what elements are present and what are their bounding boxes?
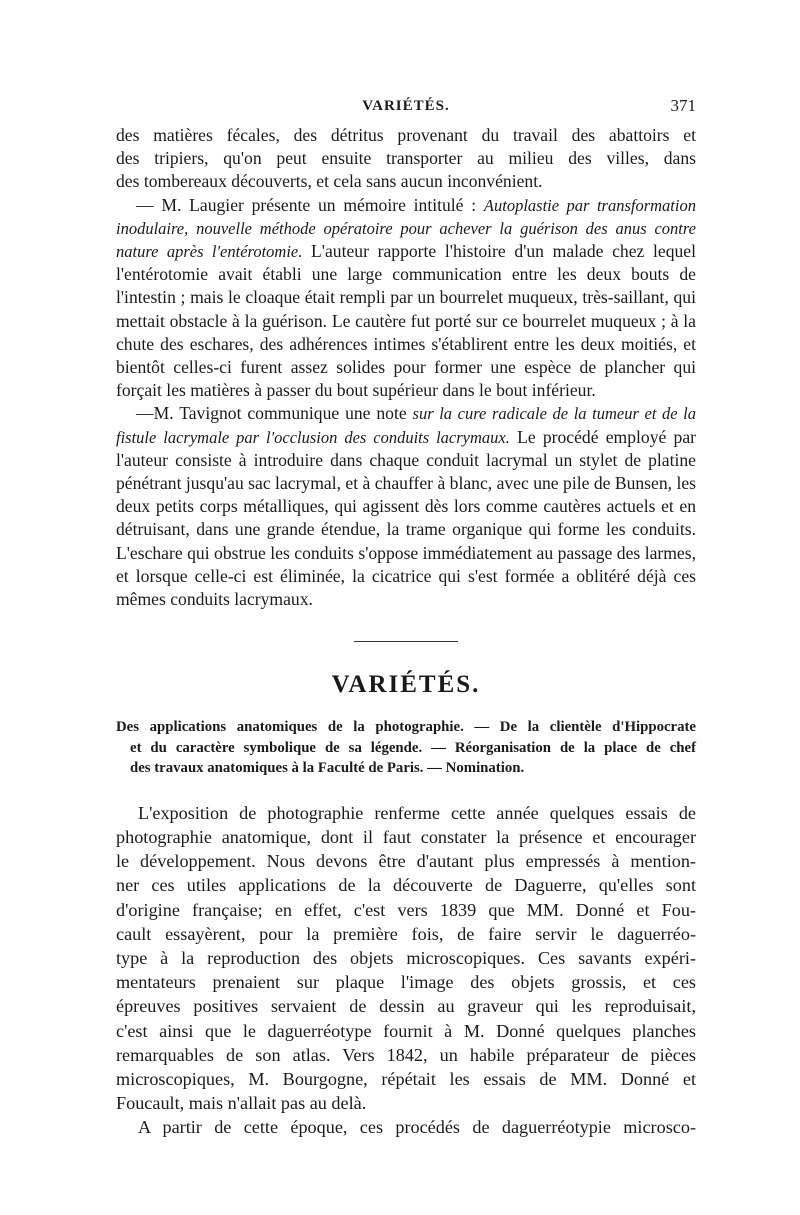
section-heading: VARIÉTÉS. xyxy=(331,671,481,699)
section-divider xyxy=(354,641,458,642)
text-line: mentateurs prenaient sur plaque l'image des objets grossis, et ces xyxy=(116,972,696,993)
text-line: d'origine française; en effet, c'est vers 1839 que MM. Donné et Fou- xyxy=(116,899,696,920)
tavignot-title: sur la cure radicale de la tumeur et de la fistule lacrymale par l'occlusion des conduits lacrymaux. xyxy=(116,404,697,447)
article-body xyxy=(116,801,696,1140)
laugier-body: L'auteur rapporte l'histoire d'un malade chez lequel l'entérotomie avait établi une large communication entre les deux bouts de l'intestin ; mais le cloaque était rempli par un bourrelet muqueux, très-saillant, qui mettait obstacle à la guérison. Le cautère fut porté sur ce bourrelet muqueux ; à la chute des eschares, des adhérences intimes s'établirent entre les deux moitiés, et bientôt celles-ci furent assez solides pour former une espèce de plancher qui forçait les matières à passer du bout supérieur dans le bout inférieur. xyxy=(116,241,696,401)
summary-line: des travaux anatomiques à la Faculté de Paris. — Nomination. xyxy=(130,760,525,777)
document-page xyxy=(116,94,696,1140)
text-line: A partir de cette époque, ces procédés de daguerréotypie microsco- xyxy=(138,1117,696,1138)
running-title: VARIÉTÉS. xyxy=(362,98,450,114)
summary-line: Des applications anatomiques de la photographie. — De la clientèle d'Hippocrate xyxy=(116,719,696,736)
text-line: Foucault, mais n'allait pas au delà. xyxy=(116,1093,367,1114)
laugier-paragraph xyxy=(116,194,696,403)
text-line: microscopiques, M. Bourgogne, répétait les essais de MM. Donné et xyxy=(116,1069,696,1089)
text-line: des tombereaux découverts, et cela sans aucun inconvénient. xyxy=(116,171,543,192)
text-line: cault essayèrent, pour la première fois, de faire servir le daguerréo- xyxy=(116,923,696,944)
page-number: 371 xyxy=(670,96,696,115)
text-line: des tripiers, qu'on peut ensuite transporter au milieu des villes, dans xyxy=(116,148,696,169)
text-line: c'est ainsi que le daguerréotype fournit à M. Donné quelques planches xyxy=(116,1020,696,1041)
text-line: type à la reproduction des objets microscopiques. Ces savants expéri- xyxy=(116,947,696,968)
summary-line: et du caractère symbolique de sa légende. — Réorganisation de la place de chef xyxy=(130,739,696,756)
top-paragraph xyxy=(116,124,696,194)
text-line: photographie anatomique, dont il faut constater la présence et encourager xyxy=(116,826,696,847)
text-line: ner ces utiles applications de la découverte de Daguerre, qu'elles sont xyxy=(116,875,696,896)
laugier-title: Autoplastie par transformation inodulaire, nouvelle méthode opératoire pour achever la guérison des anus contre nature après l'entérotomie. xyxy=(116,195,696,262)
running-head xyxy=(116,94,696,124)
tavignot-body: Le procédé employé par l'auteur consiste à introduire dans chaque conduit lacrymal un stylet de platine pénétrant jusqu'au sac lacrymal, et à chauffer à blanc, avec une pile de Bunsen, les deux petits corps métalliques, qui agissent dès lors comme cautères actuels et en détruisant, dans une grande étendue, la trame organique qui forme les conduits. L'eschare qui obstrue les conduits s'oppose immédiatement au passage des larmes, et lorsque celle-ci est éliminée, la cicatrice qui s'est formée a oblitéré déjà ces mêmes conduits lacrymaux. xyxy=(116,426,696,610)
text-line: des matières fécales, des détritus provenant du travail des abattoirs et xyxy=(116,125,696,145)
text-line: remarquables de son atlas. Vers 1842, un habile préparateur de pièces xyxy=(116,1044,696,1065)
text-line: le développement. Nous devons être d'autant plus empressés à mention- xyxy=(116,851,696,872)
tavignot-lead: —M. Tavignot communique une note xyxy=(136,403,413,424)
tavignot-paragraph xyxy=(116,402,696,611)
text-line: L'exposition de photographie renferme cette année quelques essais de xyxy=(138,802,696,823)
text-line: épreuves positives servaient de dessin au graveur qui les reproduisait, xyxy=(116,996,696,1017)
section-summary xyxy=(116,717,696,779)
laugier-lead: — M. Laugier présente un mémoire intitulé : xyxy=(136,194,484,215)
